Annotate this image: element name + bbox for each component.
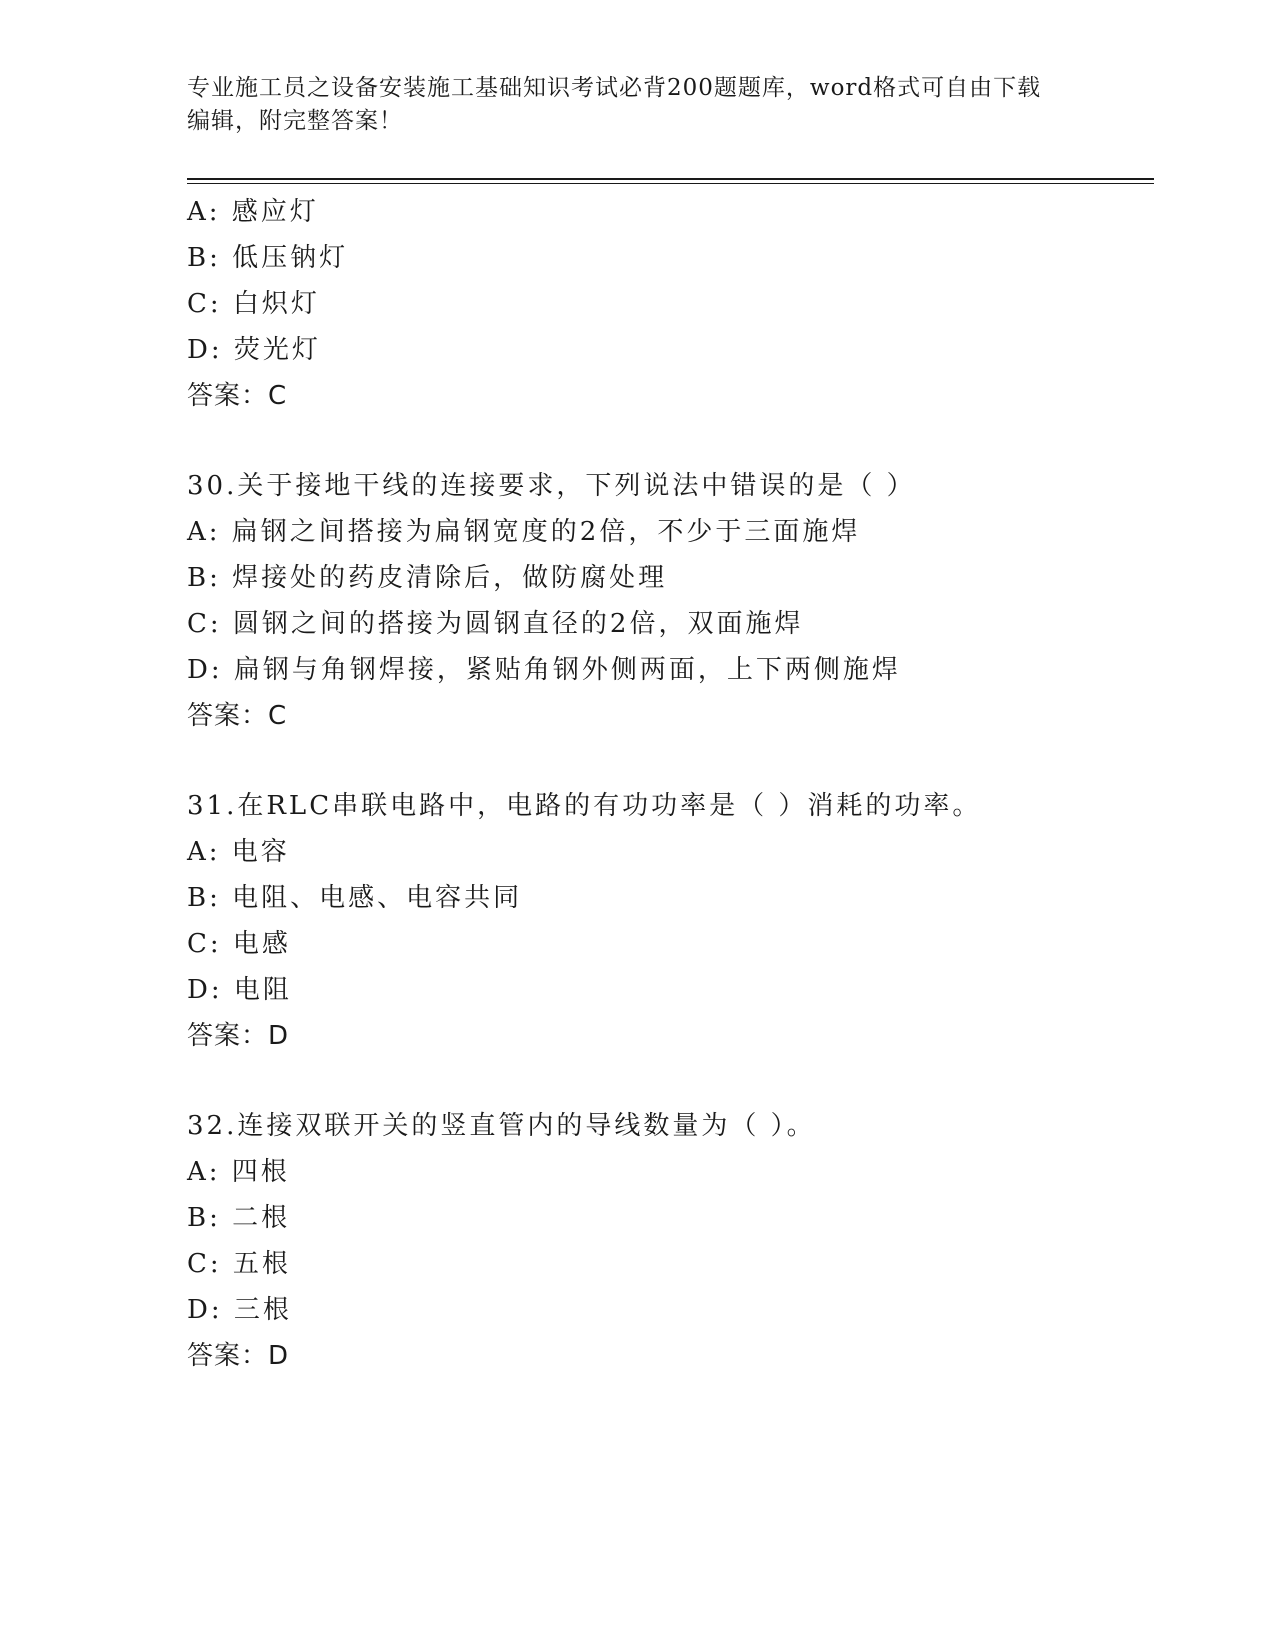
header-title-line-1: 专业施工员之设备安装施工基础知识考试必背200题题库，word格式可自由下载	[187, 75, 1042, 101]
option-b: B: 二根	[187, 1203, 291, 1233]
option-c: C: 电感	[187, 929, 291, 959]
option-a: A: 四根	[187, 1157, 290, 1187]
option-d: D: 电阻	[187, 975, 292, 1005]
header-title-line-2: 编辑，附完整答案！	[187, 108, 403, 134]
option-b: B: 电阻、电感、电容共同	[187, 883, 523, 913]
option-b: B: 焊接处的药皮清除后，做防腐处理	[187, 563, 668, 593]
option-a: A: 感应灯	[187, 197, 319, 227]
question-content	[187, 189, 1147, 1379]
header-divider-thin	[187, 183, 1154, 184]
spacer	[187, 1059, 1147, 1103]
option-a: A: 电容	[187, 837, 290, 867]
question-29-continued	[187, 189, 1147, 419]
spacer	[187, 739, 1147, 783]
option-d: D: 荧光灯	[187, 335, 321, 365]
question-32	[187, 1103, 1147, 1379]
answer-line: 答案：D	[187, 1341, 290, 1371]
option-d: D: 三根	[187, 1295, 292, 1325]
answer-line: 答案：D	[187, 1021, 290, 1051]
option-d: D: 扁钢与角钢焊接，紧贴角钢外侧两面，上下两侧施焊	[187, 655, 901, 685]
option-b: B: 低压钠灯	[187, 243, 349, 273]
question-stem: 30.关于接地干线的连接要求，下列说法中错误的是（ ）	[187, 471, 916, 501]
question-30	[187, 463, 1147, 739]
option-a: A: 扁钢之间搭接为扁钢宽度的2倍，不少于三面施焊	[187, 517, 861, 547]
question-31	[187, 783, 1147, 1059]
answer-line: 答案：C	[187, 701, 288, 731]
question-stem: 32.连接双联开关的竖直管内的导线数量为（ ）。	[187, 1111, 816, 1141]
option-c: C: 圆钢之间的搭接为圆钢直径的2倍，双面施焊	[187, 609, 804, 639]
header-divider-thick	[187, 178, 1154, 180]
document-header	[187, 72, 1087, 138]
answer-line: 答案：C	[187, 381, 288, 411]
question-stem: 31.在RLC串联电路中，电路的有功功率是（ ）消耗的功率。	[187, 791, 982, 821]
spacer	[187, 419, 1147, 463]
option-c: C: 白炽灯	[187, 289, 320, 319]
option-c: C: 五根	[187, 1249, 291, 1279]
